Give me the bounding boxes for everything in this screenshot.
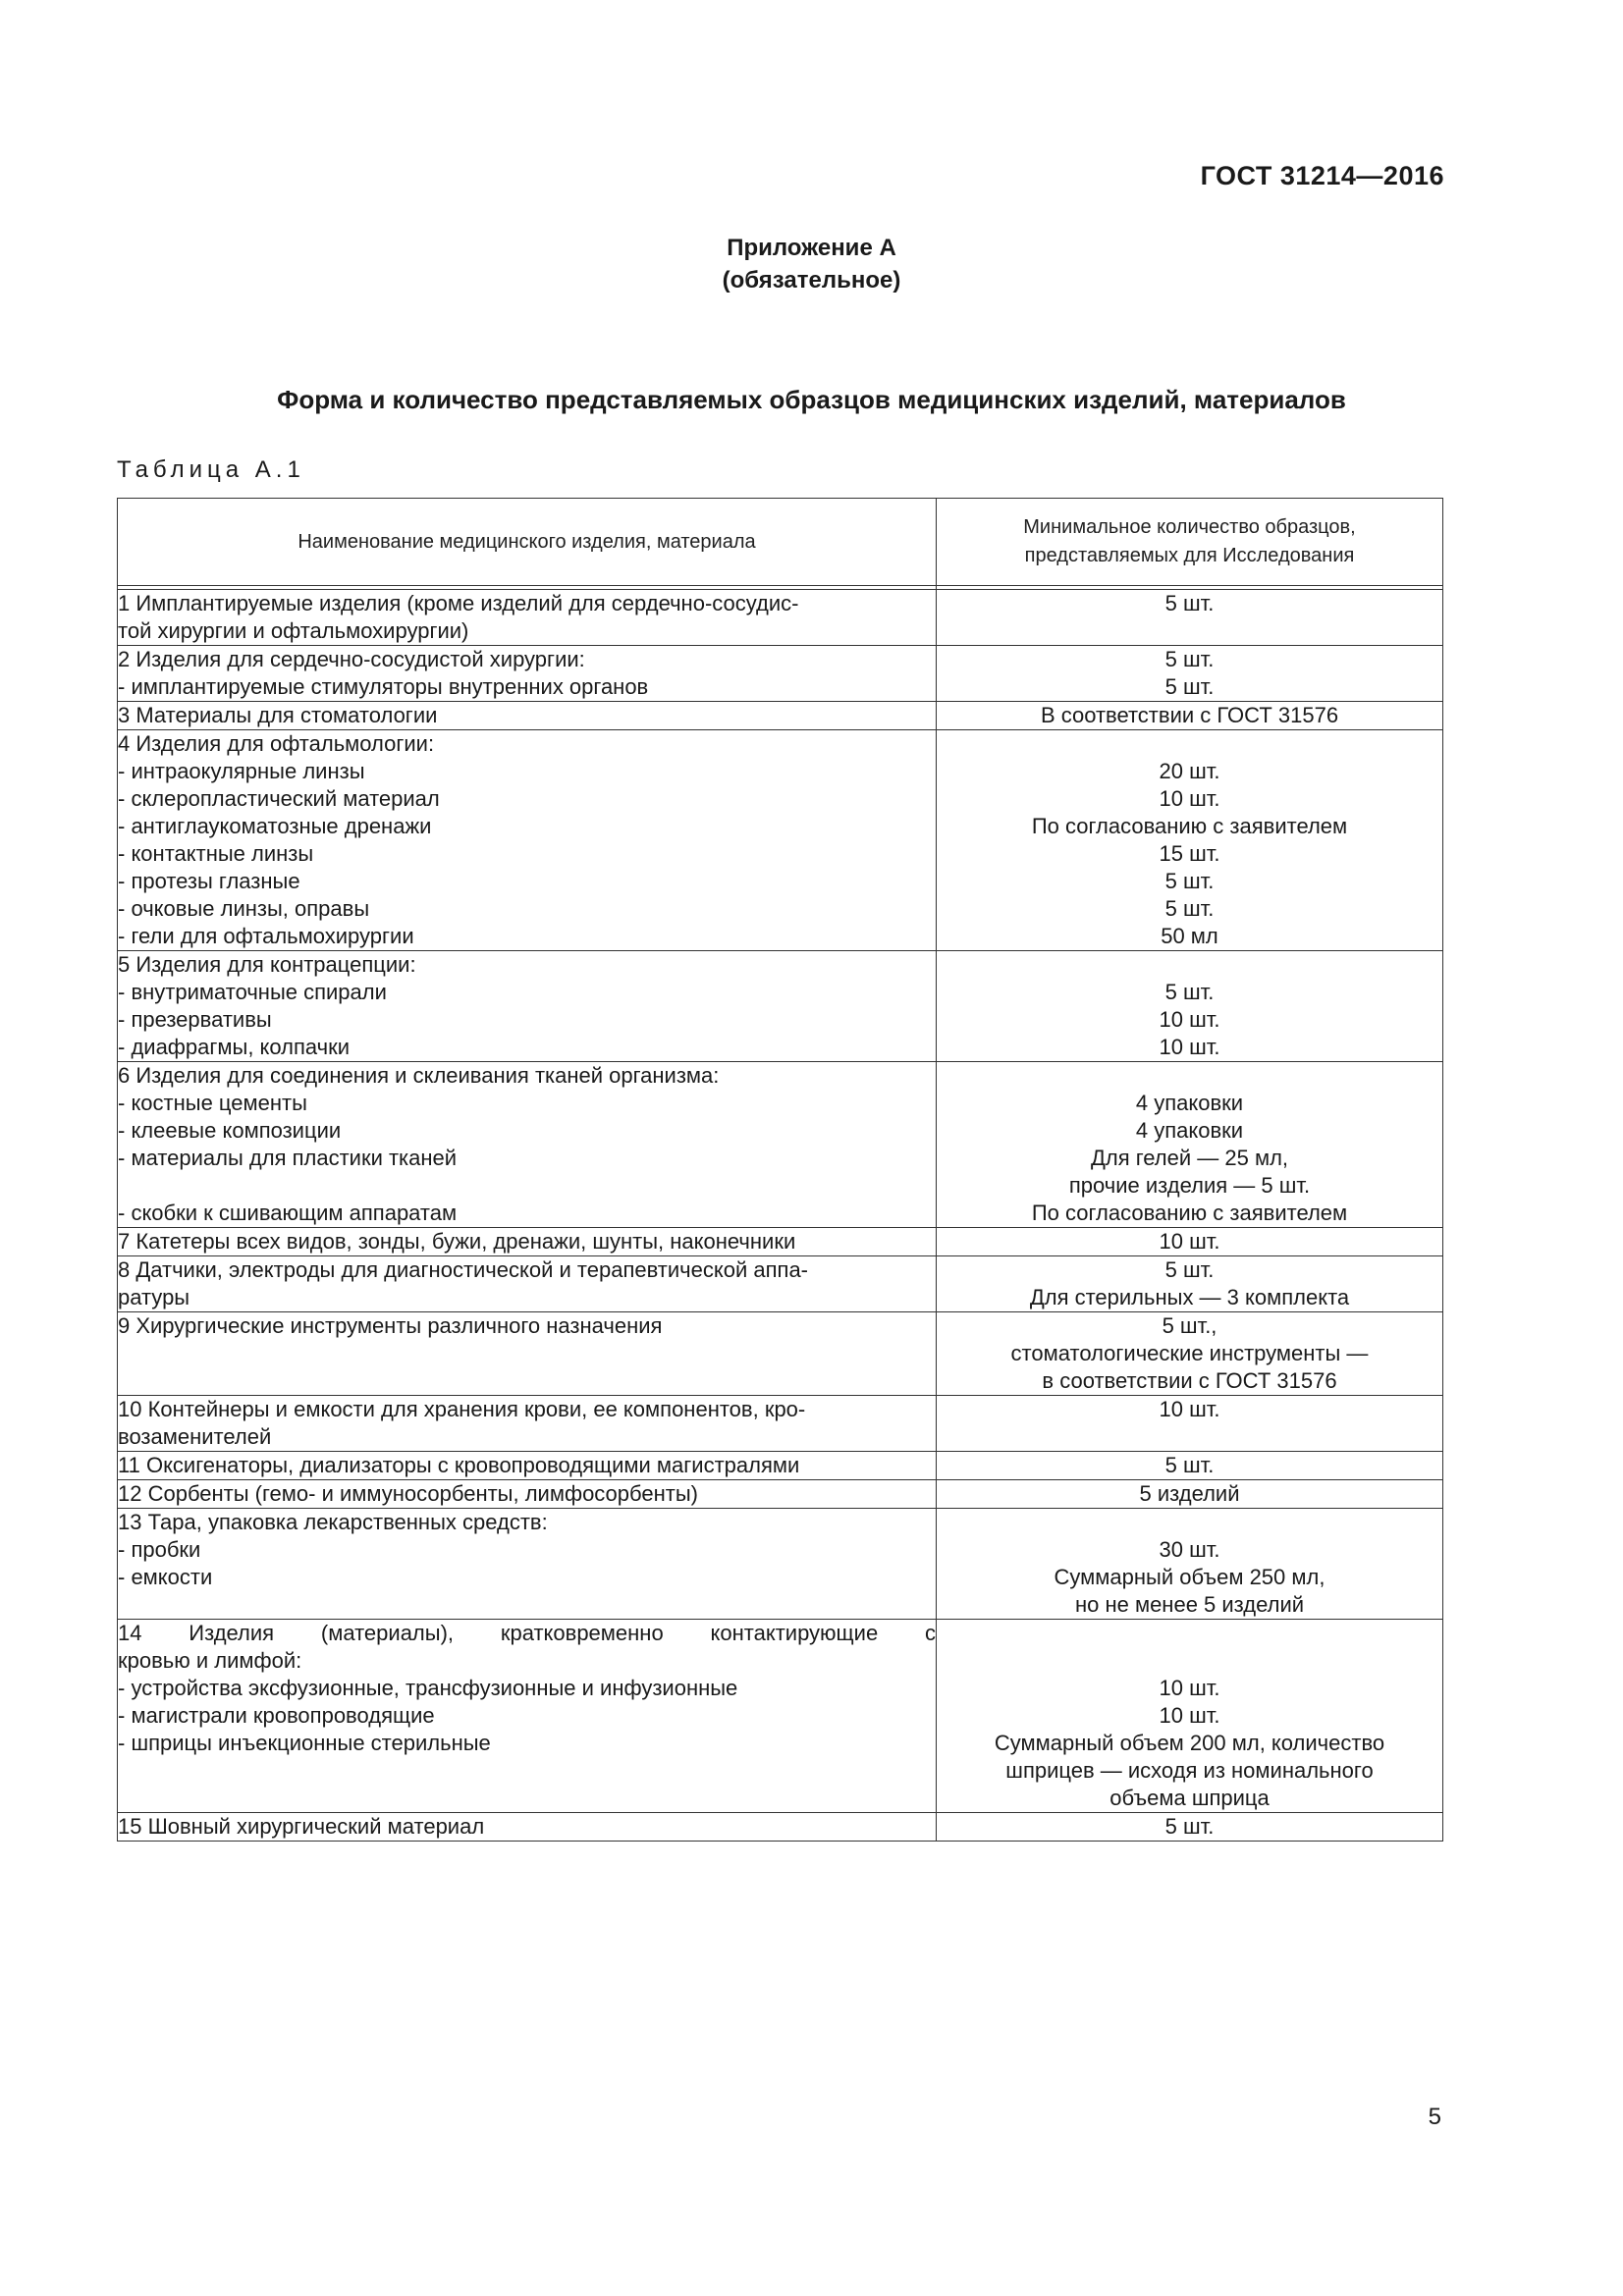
item-name-line: 5 Изделия для контрацепции: bbox=[118, 952, 416, 977]
item-name-line: - антиглаукоматозные дренажи bbox=[118, 814, 432, 838]
item-name-line: 15 Шовный хирургический материал bbox=[118, 1814, 485, 1839]
item-name-cell bbox=[118, 1452, 937, 1480]
item-quantity-line: 4 упаковки bbox=[1135, 1091, 1244, 1115]
item-quantity-line: 10 шт. bbox=[1159, 1397, 1220, 1421]
item-quantity-line: 30 шт. bbox=[1159, 1537, 1220, 1562]
item-name-line: - емкости bbox=[118, 1565, 213, 1589]
item-quantity-cell bbox=[937, 1312, 1443, 1396]
item-name-line: 8 Датчики, электроды для диагностической и терапевтической аппа- bbox=[118, 1257, 809, 1282]
item-quantity-line: Для гелей — 25 мл, bbox=[1090, 1146, 1289, 1170]
item-quantity-cell bbox=[937, 1480, 1443, 1509]
page-number: 5 bbox=[1428, 2104, 1441, 2130]
item-name-cell bbox=[118, 730, 937, 951]
item-quantity-line: Для стерильных — 3 комплекта bbox=[1029, 1285, 1350, 1309]
item-quantity-line: 5 шт. bbox=[1164, 1814, 1215, 1839]
item-quantity-line: 10 шт. bbox=[1159, 1007, 1220, 1032]
item-quantity-line: 10 шт. bbox=[1159, 1676, 1220, 1700]
item-quantity-line: 5 шт. bbox=[1164, 869, 1215, 893]
table-body bbox=[118, 586, 1443, 1842]
item-name-line: 12 Сорбенты (гемо- и иммуносорбенты, лимфосорбенты) bbox=[118, 1481, 698, 1506]
item-name-cell bbox=[118, 1509, 937, 1620]
table-row bbox=[118, 1509, 1443, 1620]
item-quantity-line: 50 мл bbox=[1161, 924, 1218, 948]
annex-title: Приложение А bbox=[727, 235, 896, 261]
table-header-row bbox=[118, 499, 1443, 586]
item-name-line: возаменителей bbox=[118, 1424, 272, 1449]
item-quantity-line: 20 шт. bbox=[1159, 759, 1220, 783]
item-name-cell bbox=[118, 1256, 937, 1312]
standard-code: ГОСТ 31214—2016 bbox=[1200, 161, 1444, 190]
item-name-cell bbox=[118, 1062, 937, 1228]
table-row bbox=[118, 590, 1443, 646]
item-name-line: 10 Контейнеры и емкости для хранения крови, ее компонентов, кро- bbox=[118, 1397, 806, 1421]
item-name-line: - презервативы bbox=[118, 1007, 272, 1032]
item-quantity-cell bbox=[937, 1062, 1443, 1228]
item-quantity-line: 5 шт. bbox=[1164, 896, 1215, 921]
item-quantity-cell bbox=[937, 1620, 1443, 1813]
item-name-line: 1 Имплантируемые изделия (кроме изделий для сердечно-сосудис- bbox=[118, 591, 799, 615]
document-title: Форма и количество представляемых образцов медицинских изделий, материалов bbox=[277, 385, 1346, 414]
item-quantity-line: 5 шт., bbox=[1162, 1313, 1217, 1338]
item-name-line: - склеропластический материал bbox=[118, 786, 440, 811]
item-quantity-cell bbox=[937, 590, 1443, 646]
item-name-line bbox=[118, 1172, 936, 1200]
item-quantity-line bbox=[937, 1620, 1442, 1647]
item-name-line: 14 Изделия (материалы), кратковременно контактирующие с bbox=[118, 1621, 936, 1645]
col-header-quantity-line2: представляемых для Исследования bbox=[1024, 545, 1355, 566]
item-name-line: кровью и лимфой: bbox=[118, 1648, 302, 1673]
item-name-line: - имплантируемые стимуляторы внутренних органов bbox=[118, 674, 649, 699]
item-name-cell bbox=[118, 590, 937, 646]
item-quantity-line: Суммарный объем 250 мл, bbox=[1054, 1565, 1325, 1589]
item-name-line: - магистрали кровопроводящие bbox=[118, 1703, 435, 1728]
item-name-line: - протезы глазные bbox=[118, 869, 300, 893]
item-name-line: - диафрагмы, колпачки bbox=[118, 1035, 351, 1059]
item-quantity-line: объема шприца bbox=[1109, 1786, 1270, 1810]
item-quantity-cell bbox=[937, 730, 1443, 951]
table-row bbox=[118, 1452, 1443, 1480]
table-row bbox=[118, 702, 1443, 730]
item-quantity-cell bbox=[937, 1813, 1443, 1842]
item-quantity-line: В соответствии с ГОСТ 31576 bbox=[1040, 703, 1339, 727]
item-name-line: - очковые линзы, оправы bbox=[118, 896, 370, 921]
item-quantity-line: 5 шт. bbox=[1164, 1453, 1215, 1477]
item-quantity-cell bbox=[937, 1509, 1443, 1620]
item-quantity-line bbox=[937, 1062, 1442, 1090]
item-name-line: - контактные линзы bbox=[118, 841, 314, 866]
item-name-line: 3 Материалы для стоматологии bbox=[118, 703, 438, 727]
item-quantity-cell bbox=[937, 1228, 1443, 1256]
item-name-line: 11 Оксигенаторы, диализаторы с кровопроводящими магистралями bbox=[118, 1453, 800, 1477]
item-quantity-line: стоматологические инструменты — bbox=[1010, 1341, 1369, 1365]
table-row bbox=[118, 730, 1443, 951]
samples-table bbox=[117, 498, 1443, 1842]
item-quantity-line bbox=[937, 1509, 1442, 1536]
item-quantity-line: 5 шт. bbox=[1164, 980, 1215, 1004]
table-row bbox=[118, 1256, 1443, 1312]
item-name-line: - интраокулярные линзы bbox=[118, 759, 365, 783]
item-quantity-line: 10 шт. bbox=[1159, 1229, 1220, 1254]
item-quantity-cell bbox=[937, 951, 1443, 1062]
item-name-line: - костные цементы bbox=[118, 1091, 307, 1115]
item-name-cell bbox=[118, 1396, 937, 1452]
item-name-line: 4 Изделия для офтальмологии: bbox=[118, 731, 435, 756]
item-name-line: - устройства эксфузионные, трансфузионные и инфузионные bbox=[118, 1676, 738, 1700]
item-quantity-line: 5 изделий bbox=[1139, 1481, 1240, 1506]
item-name-cell bbox=[118, 1312, 937, 1396]
item-quantity-cell bbox=[937, 1452, 1443, 1480]
item-name-line: 13 Тара, упаковка лекарственных средств: bbox=[118, 1510, 548, 1534]
item-quantity-line: По согласованию с заявителем bbox=[1031, 814, 1348, 838]
item-quantity-line: но не менее 5 изделий bbox=[1074, 1592, 1305, 1617]
item-name-line: - материалы для пластики тканей bbox=[118, 1146, 458, 1170]
item-quantity-cell bbox=[937, 1396, 1443, 1452]
table-row bbox=[118, 1228, 1443, 1256]
item-name-line: - гели для офтальмохирургии bbox=[118, 924, 414, 948]
item-quantity-line: 5 шт. bbox=[1164, 674, 1215, 699]
table-row bbox=[118, 1312, 1443, 1396]
item-quantity-line: Суммарный объем 200 мл, количество bbox=[994, 1731, 1385, 1755]
item-name-line: 2 Изделия для сердечно-сосудистой хирургии: bbox=[118, 647, 585, 671]
table-row bbox=[118, 1620, 1443, 1813]
item-quantity-line: 15 шт. bbox=[1159, 841, 1220, 866]
item-name-line: ратуры bbox=[118, 1285, 190, 1309]
table-row bbox=[118, 1396, 1443, 1452]
table-label: Таблица А.1 bbox=[117, 456, 305, 483]
item-quantity-line: 5 шт. bbox=[1164, 647, 1215, 671]
table-row bbox=[118, 646, 1443, 702]
item-quantity-line: прочие изделия — 5 шт. bbox=[1068, 1173, 1311, 1198]
item-quantity-line: 10 шт. bbox=[1159, 786, 1220, 811]
table-row bbox=[118, 1062, 1443, 1228]
col-header-quantity bbox=[937, 499, 1443, 586]
item-name-cell bbox=[118, 1228, 937, 1256]
item-name-line: 6 Изделия для соединения и склеивания тканей организма: bbox=[118, 1063, 720, 1088]
item-quantity-line: 4 упаковки bbox=[1135, 1118, 1244, 1143]
item-quantity-line: шприцев — исходя из номинального bbox=[1005, 1758, 1374, 1783]
item-name-cell bbox=[118, 1480, 937, 1509]
item-name-cell bbox=[118, 951, 937, 1062]
item-name-line: - пробки bbox=[118, 1537, 201, 1562]
item-quantity-line: 5 шт. bbox=[1164, 591, 1215, 615]
item-name-cell bbox=[118, 646, 937, 702]
item-name-line: - клеевые композиции bbox=[118, 1118, 342, 1143]
item-quantity-cell bbox=[937, 702, 1443, 730]
annex-status: (обязательное) bbox=[722, 267, 901, 294]
item-name-cell bbox=[118, 1813, 937, 1842]
item-name-line: - внутриматочные спирали bbox=[118, 980, 387, 1004]
item-name-line: - шприцы инъекционные стерильные bbox=[118, 1731, 491, 1755]
col-header-name: Наименование медицинского изделия, материала bbox=[118, 499, 937, 586]
annex-heading bbox=[0, 232, 1623, 296]
item-name-cell bbox=[118, 1620, 937, 1813]
item-quantity-line: 5 шт. bbox=[1164, 1257, 1215, 1282]
item-quantity-cell bbox=[937, 646, 1443, 702]
item-quantity-line bbox=[937, 1647, 1442, 1675]
item-name-cell bbox=[118, 702, 937, 730]
item-name-line: той хирургии и офтальмохирургии) bbox=[118, 618, 469, 643]
table-row bbox=[118, 1480, 1443, 1509]
item-name-line: - скобки к сшивающим аппаратам bbox=[118, 1201, 458, 1225]
item-name-line: 7 Катетеры всех видов, зонды, бужи, дренажи, шунты, наконечники bbox=[118, 1229, 796, 1254]
table-row bbox=[118, 1813, 1443, 1842]
item-quantity-line: 10 шт. bbox=[1159, 1703, 1220, 1728]
item-quantity-line: в соответствии с ГОСТ 31576 bbox=[1042, 1368, 1337, 1393]
item-quantity-cell bbox=[937, 1256, 1443, 1312]
item-name-line: 9 Хирургические инструменты различного назначения bbox=[118, 1313, 663, 1338]
table-row bbox=[118, 951, 1443, 1062]
col-header-quantity-line1: Минимальное количество образцов, bbox=[1023, 516, 1356, 538]
item-quantity-line: 10 шт. bbox=[1159, 1035, 1220, 1059]
item-quantity-line: По согласованию с заявителем bbox=[1031, 1201, 1348, 1225]
item-quantity-line bbox=[937, 951, 1442, 979]
item-quantity-line bbox=[937, 730, 1442, 758]
